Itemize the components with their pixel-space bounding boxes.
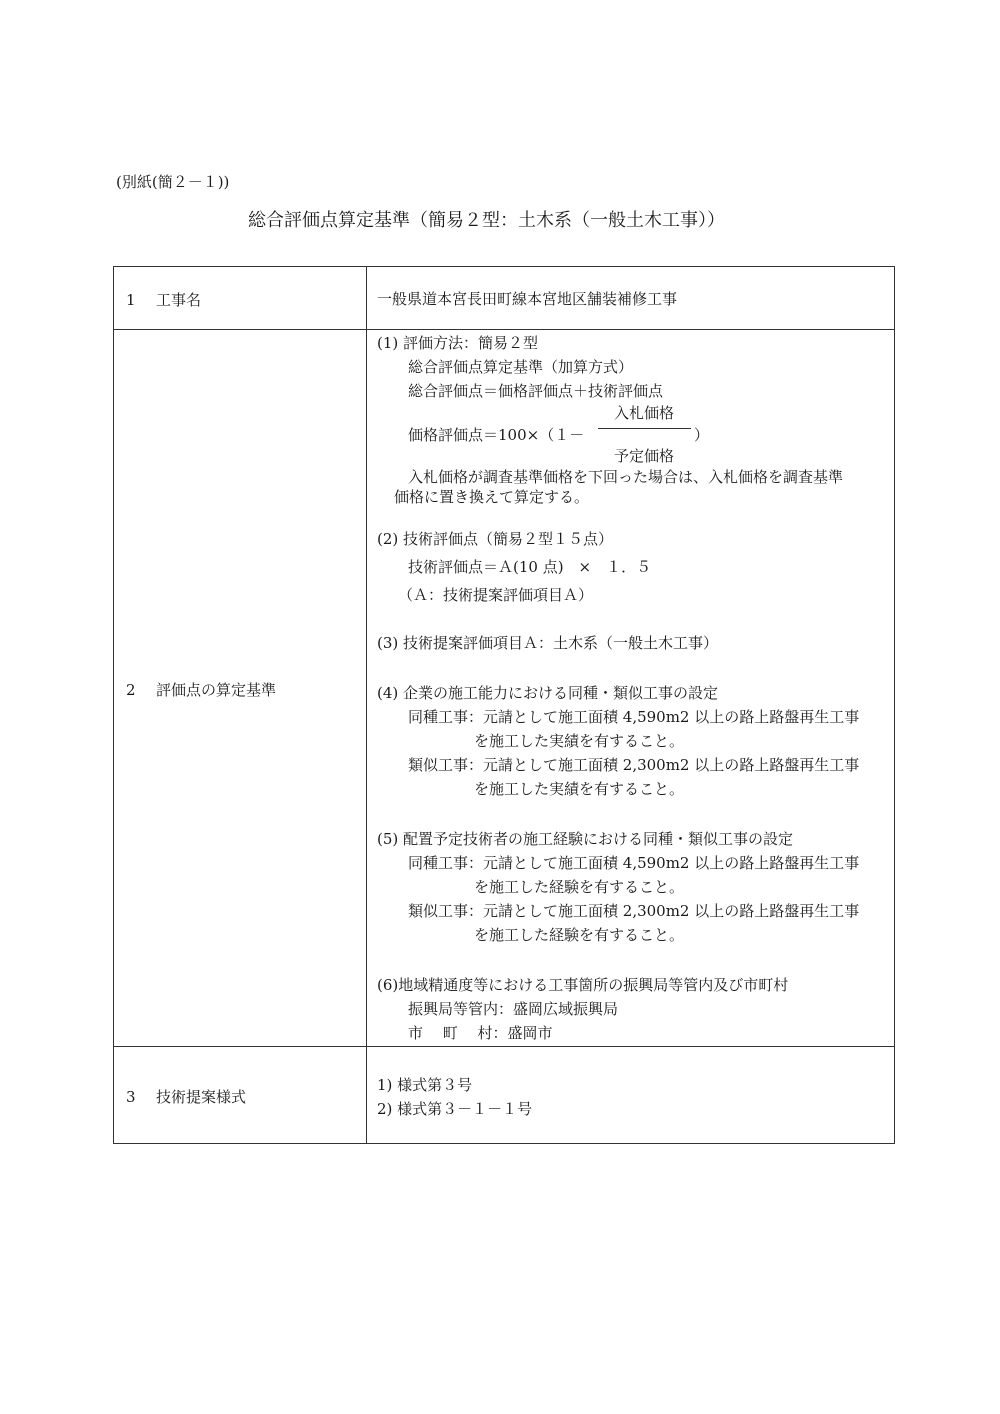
column-divider (366, 267, 367, 1143)
row-title: 工事名 (156, 291, 202, 309)
section-1-heading: (1) 評価方法：簡易２型 (377, 334, 539, 352)
construction-name: 一般県道本宮長田町線本宮地区舗装補修工事 (377, 290, 678, 308)
row-number: 1 (126, 291, 136, 309)
section-6-heading: (6)地域精通度等における工事箇所の振興局等管内及び市町村 (377, 976, 789, 994)
row-number: 3 (126, 1088, 136, 1106)
section-4-line: を施工した実績を有すること。 (474, 780, 685, 798)
form-item: 2) 様式第３－１－１号 (377, 1100, 533, 1118)
row-3-label (126, 1086, 246, 1107)
row-number: 2 (126, 681, 136, 699)
formula-numerator: 入札価格 (614, 404, 675, 422)
section-5-line: を施工した経験を有すること。 (474, 926, 685, 944)
section-4-line: 類似工事：元請として施工面積 2,300m2 以上の路上路盤再生工事 (408, 756, 860, 774)
section-2-heading: (2) 技術評価点（簡易２型１５点） (377, 530, 614, 548)
criteria-table (113, 266, 895, 1144)
section-1-line: 総合評価点＝価格評価点＋技術評価点 (408, 382, 664, 400)
formula-left: 価格評価点＝100×（１－ (408, 426, 585, 444)
section-5-line: 類似工事：元請として施工面積 2,300m2 以上の路上路盤再生工事 (408, 902, 860, 920)
annex-label: (別紙(簡２－１)) (116, 173, 230, 191)
formula-right: ） (694, 426, 710, 444)
section-5-line: を施工した経験を有すること。 (474, 878, 685, 896)
section-3-heading: (3) 技術提案評価項目Ａ：土木系（一般土木工事） (377, 634, 719, 652)
row-divider (114, 329, 894, 330)
section-6-line: 振興局等管内：盛岡広域振興局 (408, 1000, 619, 1018)
section-6-line: 市 町 村：盛岡市 (408, 1024, 553, 1042)
formula-denominator: 予定価格 (614, 447, 675, 465)
section-5-heading: (5) 配置予定技術者の施工経験における同種・類似工事の設定 (377, 830, 794, 848)
row-title: 技術提案様式 (156, 1088, 247, 1106)
section-1-line: 総合評価点算定基準（加算方式） (408, 358, 634, 376)
row-divider (114, 1046, 894, 1047)
document-title: 総合評価点算定基準（簡易２型：土木系（一般土木工事）） (248, 210, 725, 231)
section-2-line: （Ａ：技術提案評価項目Ａ） (398, 586, 594, 604)
section-4-line: を施工した実績を有すること。 (474, 732, 685, 750)
section-1-note: 入札価格が調査基準価格を下回った場合は、入札価格を調査基準 (408, 468, 844, 486)
form-item: 1) 様式第３号 (377, 1076, 473, 1094)
section-4-heading: (4) 企業の施工能力における同種・類似工事の設定 (377, 684, 719, 702)
row-1-label (126, 289, 201, 310)
row-title: 評価点の算定基準 (156, 681, 277, 699)
section-4-line: 同種工事：元請として施工面積 4,590m2 以上の路上路盤再生工事 (408, 708, 860, 726)
section-2-line: 技術評価点＝Ａ(10 点) × １．５ (408, 558, 652, 576)
section-5-line: 同種工事：元請として施工面積 4,590m2 以上の路上路盤再生工事 (408, 854, 860, 872)
row-2-label (126, 679, 276, 700)
section-1-note: 価格に置き換えて算定する。 (394, 488, 590, 506)
